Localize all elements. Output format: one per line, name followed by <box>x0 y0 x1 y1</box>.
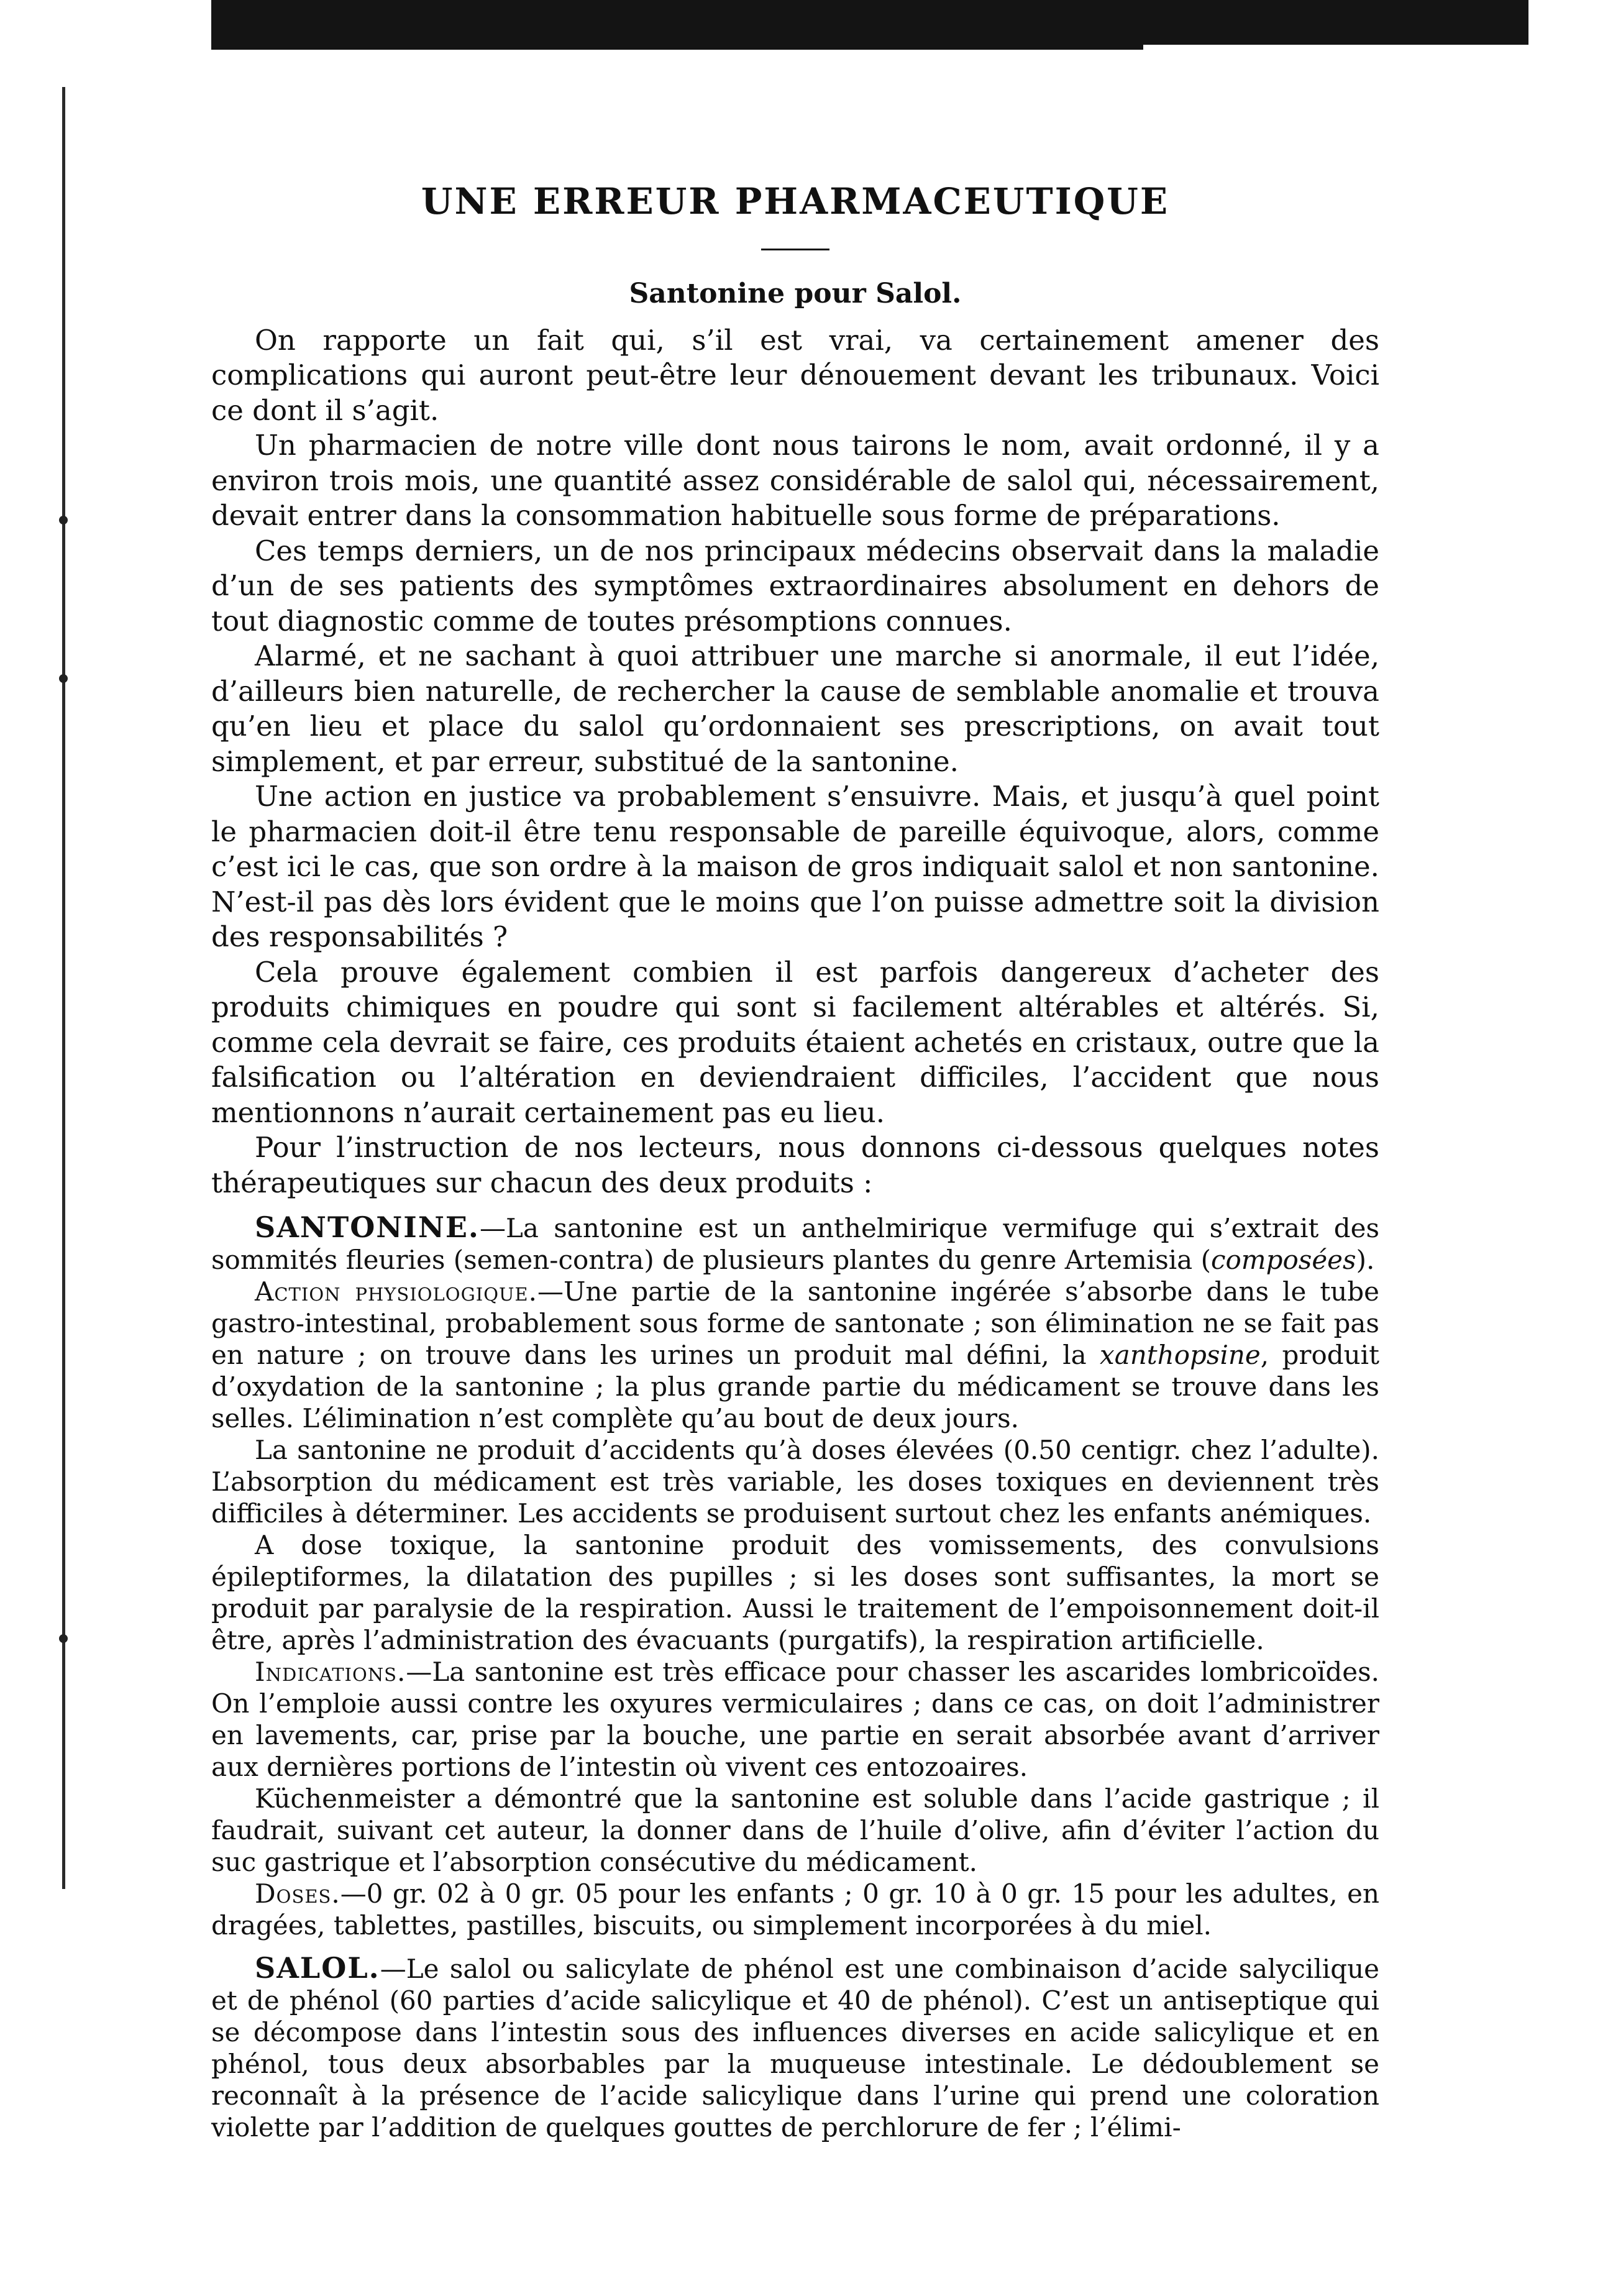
article-paragraph: Alarmé, et ne sachant à quoi attribuer une marche si anormale, il eut l’idée, d’ailleurs bien naturelle, de rechercher la cause de semblable anomalie et trouva qu’en lieu et place du salol qu’ordonnaient ses prescriptions, on avait tout simplement, et par erreur, substitué de la santonine. <box>211 639 1379 778</box>
salol-notes <box>211 1952 1379 2143</box>
article-paragraph: On rapporte un fait qui, s’il est vrai, va certainement amener des complications qui auront peut-être leur dénouement devant les tribunaux. Voici ce dont il s’agit. <box>211 323 1379 427</box>
left-margin-rule <box>62 87 65 1889</box>
santonine-notes <box>211 1212 1379 1941</box>
action-label: Action physiologique. <box>255 1276 537 1307</box>
top-scan-rule <box>211 45 1143 50</box>
santonine-heading: SANTONINE. <box>255 1210 480 1245</box>
santonine-doses: Doses.—0 gr. 02 à 0 gr. 05 pour les enfants ; 0 gr. 10 à 0 gr. 15 pour les adultes, en dragées, tablettes, pastilles, biscuits, ou simplement incorporées à du miel. <box>211 1878 1379 1941</box>
top-scan-bar <box>211 0 1528 45</box>
santonine-indications: Indications.—La santonine est très efficace pour chasser les ascarides lombricoïdes. On l’emploie aussi contre les oxyures vermiculaires ; dans ce cas, on doit l’administrer en lavements, car, prise par la bouche, une partie en serait absorbée avant d’arriver aux dernières portions de l’intestin où vivent ces entozoaires. <box>211 1657 1379 1783</box>
title-divider <box>761 249 829 250</box>
doses-label: Doses. <box>255 1878 340 1910</box>
article-paragraph: Cela prouve également combien il est parfois dangereux d’acheter des produits chimiques en poudre qui sont si facilement altérables et altérés. Si, comme cela devrait se faire, ces produits étaient achetés en cristaux, outre que la falsification ou l’altération en deviendraient difficiles, l’accident que nous mentionnons n’aurait certainement pas eu lieu. <box>211 955 1379 1129</box>
article-paragraph: Pour l’instruction de nos lecteurs, nous donnons ci-dessous quelques notes thérapeutiques sur chacun des deux produits : <box>211 1131 1379 1199</box>
santonine-toxicity-paragraph: A dose toxique, la santonine produit des vomissements, des convulsions épileptiformes, la dilatation des pupilles ; si les doses sont suffisantes, la mort se produit par paralysie de la respiration. Aussi le traitement de l’empoisonnement doit-il être, après l’administration des évacuants (purgatifs), la respiration artificielle. <box>211 1530 1379 1656</box>
article-subtitle: Santonine pour Salol. <box>629 277 962 309</box>
article-paragraph: Une action en justice va probablement s’ensuivre. Mais, et jusqu’à quel point le pharmacien doit-il être tenu responsable de pareille équivoque, alors, comme c’est ici le cas, que son ordre à la maison de gros indiquait salol et non santonine. N’est-il pas dès lors évident que le moins que l’on puisse admettre soit la division des responsabilités ? <box>211 780 1379 954</box>
salol-heading: SALOL. <box>255 1951 380 1985</box>
santonine-dosage-paragraph: La santonine ne produit d’accidents qu’à doses élevées (0.50 centigr. chez l’adulte). L’absorption du médicament est très variable, les doses toxiques en deviennent très difficiles à déterminer. Les accidents se produisent surtout chez les enfants anémiques. <box>211 1435 1379 1529</box>
article <box>211 180 1379 2143</box>
salol-paragraph: SALOL.—Le salol ou salicylate de phénol est une combinaison d’acide salycilique et de phénol (60 parties d’acide salicylique et 40 de phénol). C’est un antiseptique qui se décompose dans l’intestin sous des influences diverses en acide salicylique et en phénol, tous deux absorbables par la muqueuse intestinale. Le dédoublement se reconnaît à la présence de l’acide salicylique dans l’urine qui prend une coloration violette par l’addition de quelques gouttes de perchlorure de fer ; l’élimi- <box>211 1951 1379 2143</box>
margin-mark <box>59 516 68 524</box>
santonine-action: Action physiologique.—Une partie de la santonine ingérée s’absorbe dans le tube gastro-intestinal, probablement sous forme de santonate ; son élimination ne se fait pas en nature ; on trouve dans les urines un produit mal défini, la xanthopsine, produit d’oxydation de la santonine ; la plus grande partie du médicament se trouve dans les selles. L’élimination n’est complète qu’au bout de deux jours. <box>211 1276 1379 1434</box>
article-paragraph: Ces temps derniers, un de nos principaux médecins observait dans la maladie d’un de ses patients des symptômes extraordinaires absolument en dehors de tout diagnostic comme de toutes présomptions connues. <box>211 534 1379 638</box>
santonine-kuchenmeister-paragraph: Küchenmeister a démontré que la santonine est soluble dans l’acide gastrique ; il faudrait, suivant cet auteur, la donner dans de l’huile d’olive, afin d’éviter l’action du suc gastrique et l’absorption consécutive du médicament. <box>211 1783 1379 1878</box>
margin-mark <box>59 674 68 683</box>
article-paragraph: Un pharmacien de notre ville dont nous tairons le nom, avait ordonné, il y a environ trois mois, une quantité assez considérable de salol qui, nécessairement, devait entrer dans la consommation habituelle sous forme de préparations. <box>211 429 1379 533</box>
santonine-intro: SANTONINE.—La santonine est un anthelmirique vermifuge qui s’extrait des sommités fleuries (semen-contra) de plusieurs plantes du genre Artemisia (composées). <box>211 1210 1379 1276</box>
indications-label: Indications. <box>255 1657 406 1688</box>
margin-mark <box>59 1634 68 1643</box>
article-title: UNE ERREUR PHARMACEUTIQUE <box>421 180 1170 222</box>
